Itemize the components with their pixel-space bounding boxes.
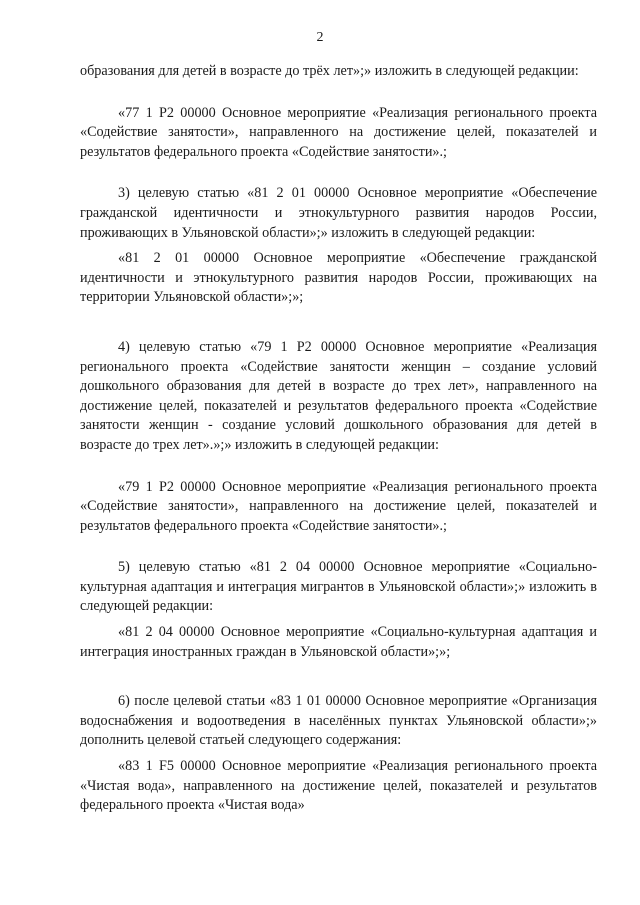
document-body: [80, 62, 597, 816]
paragraph-item-5: 5) целевую статью «81 2 04 00000 Основное мероприятие «Социально-культурная адаптация и интеграция мигрантов в Ульяновской области»;» изложить в следующей редакции:: [80, 559, 597, 615]
paragraph-continuation: образования для детей в возрасте до трёх лет»;» изложить в следующей редакции:: [80, 63, 579, 79]
page-number: 2: [316, 30, 324, 45]
paragraph-amendment-77: «77 1 P2 00000 Основное мероприятие «Реализация регионального проекта «Содействие занятости», направленного на достижение целей, показателей и результатов федерального проекта «Содействие занятости».;: [80, 104, 597, 160]
paragraph-amendment-81-2-04: «81 2 04 00000 Основное мероприятие «Социально-культурная адаптация и интеграция иностранных граждан в Ульяновской области»;»;: [80, 624, 597, 660]
paragraph-amendment-83: «83 1 F5 00000 Основное мероприятие «Реализация регионального проекта «Чистая вода», направленного на достижение целей, показателей и результатов федерального проекта «Чистая вода»: [80, 758, 597, 814]
paragraph-item-6: 6) после целевой статьи «83 1 01 00000 Основное мероприятие «Организация водоснабжения и водоотведения в населённых пунктах Ульяновской области»;» дополнить целевой статьей следующего содержания:: [80, 693, 597, 749]
paragraph-amendment-81-2-01: «81 2 01 00000 Основное мероприятие «Обеспечение гражданской идентичности и этнокультурного развития народов России, проживающих на территории Ульяновской области»;»;: [80, 250, 597, 306]
paragraph-amendment-79: «79 1 P2 00000 Основное мероприятие «Реализация регионального проекта «Содействие занятости», направленного на достижение целей, показателей и результатов федерального проекта «Содействие занятости».;: [80, 478, 597, 534]
paragraph-item-4: 4) целевую статью «79 1 P2 00000 Основное мероприятие «Реализация регионального проекта «Содействие занятости женщин – создание условий дошкольного образования для детей в возрасте до трех лет», направленного на достижение целей, показателей и результатов федерального проекта «Содействие занятости женщин - создание условий дошкольного образования для детей в возрасте до трех лет».»;» изложить в следующей редакции:: [80, 338, 597, 453]
paragraph-item-3: 3) целевую статью «81 2 01 00000 Основное мероприятие «Обеспечение гражданской идентичности и этнокультурного развития народов России, проживающих в Ульяновской области»;» изложить в следующей редакции:: [80, 185, 597, 241]
